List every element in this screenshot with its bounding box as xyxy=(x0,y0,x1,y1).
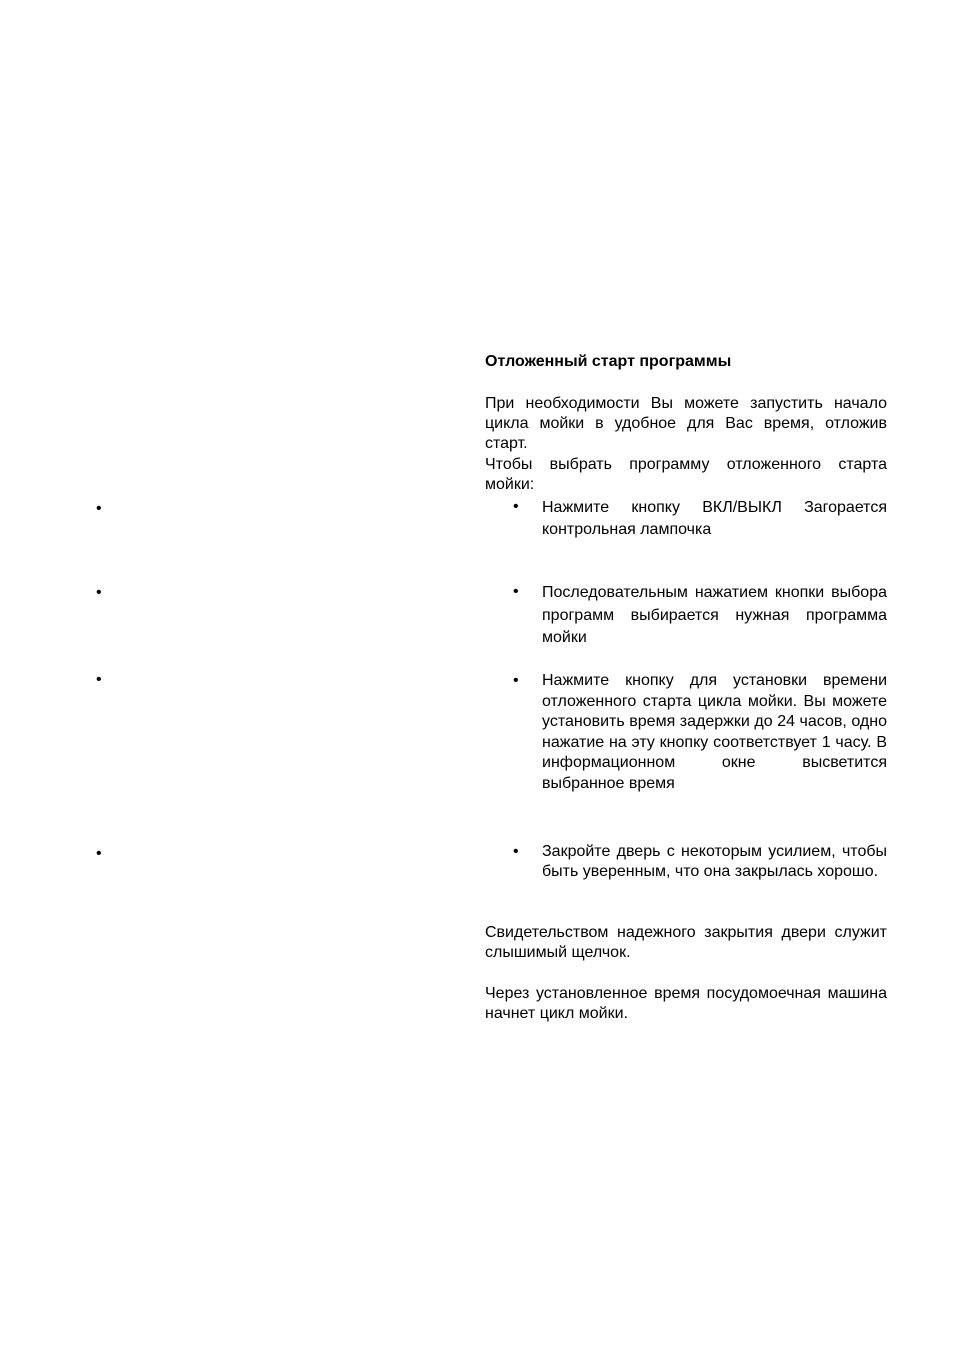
step-text: Закройте дверь с некоторым усилием, чтобы быть уверенным, что она закрылась хорошо. xyxy=(542,843,887,880)
bullet-mark: • xyxy=(513,843,519,860)
step-text: Последовательным нажатием кнопки выбора программ выбирается нужная программа мойки xyxy=(542,584,887,646)
section-title: Отложенный старт программы xyxy=(485,353,732,370)
left-bullet-3: • xyxy=(96,671,102,688)
left-bullet-4: • xyxy=(96,845,102,862)
bullet-mark: • xyxy=(513,498,519,515)
note-paragraph: Свидетельством надежного закрытия двери служит слышимый щелчок. xyxy=(485,924,887,961)
final-paragraph: Через установленное время посудомоечная машина начнет цикл мойки. xyxy=(485,985,887,1022)
intro-paragraph: При необходимости Вы можете запустить начало цикла мойки в удобное для Вас время, отложив старт. xyxy=(485,395,887,452)
step-text: Нажмите кнопку для установки времени отложенного старта цикла мойки. Вы можете установить время задержки до 24 часов, одно нажатие на эту кнопку соответствует 1 часу. В информационном окне высветится выбранное время xyxy=(542,672,887,792)
lead-paragraph: Чтобы выбрать программу отложенного старта мойки: xyxy=(485,456,887,493)
step-text: Нажмите кнопку ВКЛ/ВЫКЛ Загорается контрольная лампочка xyxy=(542,499,887,538)
left-bullet-1: • xyxy=(96,500,102,517)
left-bullet-2: • xyxy=(96,584,102,601)
bullet-mark: • xyxy=(513,672,519,689)
bullet-mark: • xyxy=(513,583,519,600)
